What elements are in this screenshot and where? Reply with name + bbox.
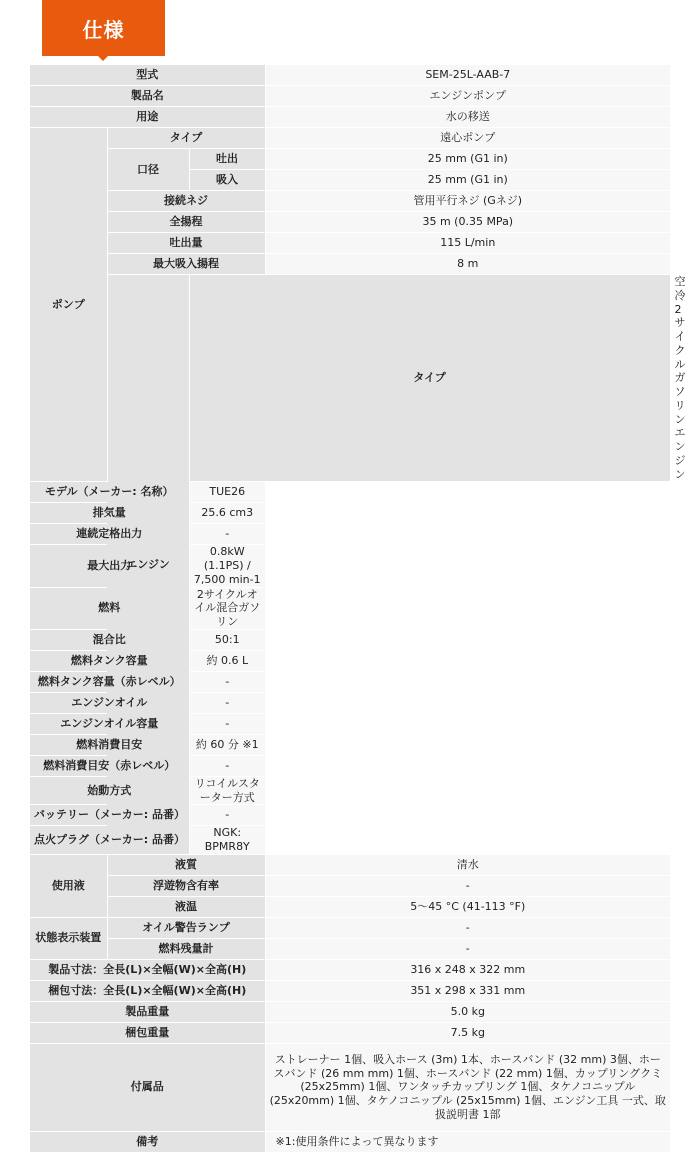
row-label: 吐出 [189, 149, 265, 170]
row-value: TUE26 [189, 482, 265, 503]
table-row [30, 980, 670, 1001]
spec-title-tab: 仕様 [42, 0, 165, 56]
table-row [30, 938, 670, 959]
row-value: 7.5 kg [265, 1022, 670, 1043]
row-value: - [189, 805, 265, 826]
table-row [30, 545, 670, 587]
row-value: 約 0.6 L [189, 650, 265, 671]
row-label: 燃料タンク容量 [30, 650, 189, 671]
row-label: 始動方式 [30, 776, 189, 805]
row-label: 連続定格出力 [30, 524, 189, 545]
row-value: 50:1 [189, 629, 265, 650]
row-value: 35 m (0.35 MPa) [265, 212, 670, 233]
row-value: - [265, 875, 670, 896]
row-value: SEM-25L-AAB-7 [265, 65, 670, 86]
row-value: - [189, 671, 265, 692]
row-label: オイル警告ランプ [107, 917, 265, 938]
table-row [30, 854, 670, 875]
row-label: 燃料残量計 [107, 938, 265, 959]
table-row [30, 713, 670, 734]
row-value: 25.6 cm3 [189, 503, 265, 524]
row-value: 25 mm (G1 in) [265, 170, 670, 191]
row-value: NGK: BPMR8Y [189, 826, 265, 855]
row-value: 25 mm (G1 in) [265, 149, 670, 170]
table-row [30, 191, 670, 212]
row-label: 備考 [30, 1131, 265, 1152]
row-label: 付属品 [30, 1043, 265, 1131]
table-row [30, 587, 670, 629]
row-label: 排気量 [30, 503, 189, 524]
table-row [30, 524, 670, 545]
row-value: 0.8kW (1.1PS) / 7,500 min-1 [189, 545, 265, 587]
row-value: - [265, 938, 670, 959]
table-row [30, 65, 670, 86]
row-label: 全揚程 [107, 212, 265, 233]
title-tab-pointer [98, 56, 108, 61]
row-label: モデル（メーカー: 名称） [30, 482, 189, 503]
row-value: 8 m [265, 254, 670, 275]
group-label-liquid: 使用液 [30, 854, 107, 917]
row-value: 約 60 分 ※1 [189, 734, 265, 755]
row-label: 製品名 [30, 86, 265, 107]
group-label-engine: エンジン [107, 275, 189, 855]
table-row [30, 826, 670, 855]
group-label-pump: ポンプ [30, 128, 107, 482]
table-row [30, 1131, 670, 1152]
row-value: - [189, 713, 265, 734]
table-row [30, 776, 670, 805]
row-value: 水の移送 [265, 107, 670, 128]
row-label: タイプ [189, 275, 670, 482]
row-value: 316 x 248 x 322 mm [265, 959, 670, 980]
table-row [30, 805, 670, 826]
row-label: 吸入 [189, 170, 265, 191]
table-row [30, 959, 670, 980]
row-value: 管用平行ネジ (Gネジ) [265, 191, 670, 212]
row-label: 浮遊物含有率 [107, 875, 265, 896]
row-label: 液温 [107, 896, 265, 917]
table-row [30, 755, 670, 776]
row-label: バッテリー（メーカー: 品番） [30, 805, 189, 826]
table-row [30, 650, 670, 671]
row-label: 最大出力 [30, 545, 189, 587]
row-value: - [265, 917, 670, 938]
row-label: 型式 [30, 65, 265, 86]
table-row [30, 128, 670, 149]
row-label: 燃料消費目安（赤レベル） [30, 755, 189, 776]
row-label: 燃料消費目安 [30, 734, 189, 755]
table-row [30, 896, 670, 917]
row-label: エンジンオイル容量 [30, 713, 189, 734]
table-row [30, 503, 670, 524]
subgroup-label-bore: 口径 [107, 149, 189, 191]
row-value: ストレーナー 1個、吸入ホース (3m) 1本、ホースバンド (32 mm) 3個、ホースバンド (26 mm mm) 1個、ホースバンド (22 mm) 1個、カップリングクミ (25x25mm) 1個、ワンタッチカップリング 1個、タケノコニップル (25x20mm) 1個、タケノコニップル (25x15mm) 1個、エンジン工具 一式、取扱説明書 1部 [265, 1043, 670, 1131]
table-row [30, 149, 670, 170]
row-value: - [189, 755, 265, 776]
table-row [30, 875, 670, 896]
row-value: - [189, 524, 265, 545]
table-row [30, 1022, 670, 1043]
row-value: 2サイクルオイル混合ガソリン [189, 587, 265, 629]
row-label: 燃料 [30, 587, 189, 629]
row-value: 351 x 298 x 331 mm [265, 980, 670, 1001]
row-value: 5.0 kg [265, 1001, 670, 1022]
table-row [30, 212, 670, 233]
table-row [30, 917, 670, 938]
table-row [30, 1001, 670, 1022]
row-label: 最大吸入揚程 [107, 254, 265, 275]
row-label: 液質 [107, 854, 265, 875]
table-row [30, 734, 670, 755]
table-row [30, 86, 670, 107]
table-row [30, 671, 670, 692]
row-label: 製品重量 [30, 1001, 265, 1022]
table-row [30, 107, 670, 128]
table-row [30, 1043, 670, 1131]
row-label: 梱包重量 [30, 1022, 265, 1043]
table-row [30, 254, 670, 275]
row-label: 製品寸法：全長(L)×全幅(W)×全高(H) [30, 959, 265, 980]
spec-table [30, 64, 686, 1153]
row-value: 遠心ポンプ [265, 128, 670, 149]
table-row: エンジン タイプ 空冷2サイクルガソリンエンジン [30, 275, 670, 482]
row-value: エンジンポンプ [265, 86, 670, 107]
row-value: ※1:使用条件によって異なります [265, 1131, 670, 1152]
row-label: 用途 [30, 107, 265, 128]
row-label: エンジンオイル [30, 692, 189, 713]
row-label: 梱包寸法：全長(L)×全幅(W)×全高(H) [30, 980, 265, 1001]
table-row [30, 629, 670, 650]
group-label-status: 状態表示装置 [30, 917, 107, 959]
table-row [30, 482, 670, 503]
row-value: - [189, 692, 265, 713]
row-value: 115 L/min [265, 233, 670, 254]
row-label: 燃料タンク容量（赤レベル） [30, 671, 189, 692]
row-value: 清水 [265, 854, 670, 875]
row-label: 吐出量 [107, 233, 265, 254]
row-label: 点火プラグ（メーカー: 品番） [30, 826, 189, 855]
row-label: タイプ [107, 128, 265, 149]
row-value: 5～45 °C (41-113 °F) [265, 896, 670, 917]
row-label: 接続ネジ [107, 191, 265, 212]
table-row [30, 692, 670, 713]
row-label: 混合比 [30, 629, 189, 650]
row-value: リコイルスターター方式 [189, 776, 265, 805]
table-row [30, 233, 670, 254]
